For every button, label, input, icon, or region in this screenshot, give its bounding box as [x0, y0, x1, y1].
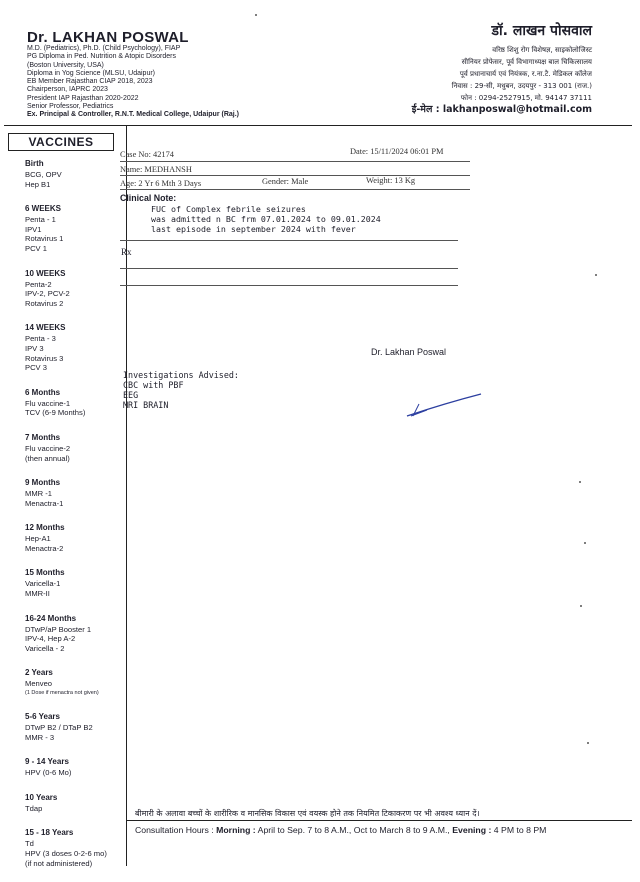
vaccine-item: MMR-II — [25, 589, 50, 599]
vaccine-group — [25, 613, 125, 654]
email-line: ई-मेल : lakhanposwal@hotmail.com — [411, 104, 592, 115]
investigations-block — [123, 370, 239, 410]
vaccine-item: Tdap — [25, 803, 43, 813]
credential-line: President IAP Rajasthan 2020-2022 — [27, 94, 139, 102]
vaccine-age: 15 - 18 Years — [25, 828, 74, 838]
vaccine-age: 5-6 Years — [25, 712, 60, 722]
investigation-item: CBC with PBF — [123, 380, 184, 390]
vaccine-group — [25, 522, 125, 553]
doctor-name-english: Dr. LAKHAN POSWAL — [27, 29, 189, 46]
credential-line: PG Diploma in Ped. Nutrition & Atopic Disorders — [27, 53, 177, 61]
vaccine-group — [25, 667, 125, 697]
vaccine-item: Td — [25, 839, 34, 849]
patient-weight: Weight: 13 Kg — [366, 176, 416, 185]
vaccine-item: (if not administered) — [25, 858, 93, 868]
speck — [595, 274, 597, 276]
vaccine-item: Varicella - 2 — [25, 643, 65, 653]
vaccine-group — [25, 567, 125, 598]
hindi-line: पूर्व प्रधानाचार्य एवं नियंत्रक, र.ना.टै. मेडिकल कॉलेज — [459, 70, 592, 78]
vaccine-item: IPV-4, Hep A-2 — [25, 634, 76, 644]
credential-line: Diploma in Yog Science (MLSU, Udaipur) — [27, 69, 156, 77]
vaccine-note: (1 Dose if menactra not given) — [25, 690, 99, 697]
vaccine-age: Birth — [25, 159, 44, 168]
evening-text: 4 PM to 8 PM — [493, 825, 547, 835]
patient-age: Age: 2 Yr 6 Mth 3 Days — [120, 179, 202, 188]
field-underline — [120, 161, 470, 162]
vaccine-age: 16-24 Months — [25, 613, 77, 623]
sidebar-divider — [126, 126, 127, 866]
doctor-sign-name: Dr. Lakhan Poswal — [371, 347, 447, 357]
vaccine-group — [25, 203, 125, 253]
morning-label: Morning : — [216, 825, 256, 835]
vaccine-item: Hep B1 — [25, 179, 51, 189]
vaccine-group — [25, 792, 125, 814]
vaccine-group — [25, 827, 125, 868]
clinical-note-title: Clinical Note: — [120, 193, 177, 203]
vaccine-item: TCV (6-9 Months) — [25, 408, 86, 418]
vaccine-item: Menactra-1 — [25, 498, 64, 508]
credential-last-line: Ex. Principal & Controller, R.N.T. Medical College, Udaipur (Raj.) — [27, 111, 239, 119]
vaccine-item: Penta - 1 — [25, 215, 56, 225]
field-underline — [120, 268, 458, 269]
credential-line: EB Member Rajasthan CIAP 2018, 2023 — [27, 78, 153, 86]
vaccine-item: Menactra-2 — [25, 543, 64, 553]
vaccine-group — [25, 387, 125, 418]
doctor-name-hindi: डॉ. लाखन पोसवाल — [491, 23, 592, 39]
vaccine-item: (then annual) — [25, 453, 70, 463]
vaccine-item: IPV-2, PCV-2 — [25, 289, 70, 299]
vaccine-item: PCV 3 — [25, 363, 47, 373]
vaccine-item: IPV 3 — [25, 343, 44, 353]
vaccine-age: 6 WEEKS — [25, 204, 62, 214]
field-underline — [120, 285, 458, 286]
vaccine-age: 10 Years — [25, 792, 58, 802]
vaccine-item: PCV 1 — [25, 243, 47, 253]
vaccine-age: 12 Months — [25, 523, 65, 533]
clinical-note-line: FUC of Complex febrile seizures — [151, 204, 306, 214]
vaccine-group — [25, 432, 125, 463]
vaccine-item: DTwP B2 / DTaP B2 — [25, 723, 93, 733]
vaccine-item: Rotavirus 3 — [25, 353, 64, 363]
vaccine-age: 7 Months — [25, 432, 61, 442]
vaccine-item: Penta - 3 — [25, 334, 56, 344]
vaccine-item: Rotavirus 1 — [25, 234, 64, 244]
doctor-details-hindi — [412, 44, 592, 116]
vaccine-item: Flu vaccine-2 — [25, 443, 71, 453]
vaccine-group — [25, 477, 125, 508]
vaccine-age: 15 Months — [25, 568, 65, 578]
footer-slogan: बीमारी के अलावा बच्चों के शारीरिक व मानसिक विकास एवं वयस्क होने तक नियमित टिकाकरण पर भी अवश्य ध्यान दें। — [135, 809, 480, 818]
hindi-line: सीनियर प्रोफेसर, पूर्व विभागाध्यक्ष बाल चिकित्सालय — [461, 58, 592, 66]
vaccine-age: 9 Months — [25, 478, 61, 488]
speck — [584, 542, 586, 544]
doctor-credentials — [27, 45, 239, 120]
investigation-item: EEG — [123, 390, 139, 400]
vaccine-age: 6 Months — [25, 387, 61, 397]
vaccine-group — [25, 322, 125, 372]
vaccine-item: Flu vaccine-1 — [25, 398, 71, 408]
vaccine-age: 9 - 14 Years — [25, 757, 69, 767]
vaccine-age: 10 WEEKS — [25, 268, 66, 278]
credential-line: (Boston University, USA) — [27, 61, 104, 69]
clinical-note-line: was admitted n BC frm 07.01.2024 to 09.01.2024 — [151, 214, 381, 224]
vaccine-item: Menveo — [25, 679, 53, 689]
hindi-line: वरिष्ठ शिशु रोग विशेषज्ञ, साइकोलोजिस्ट — [492, 46, 592, 54]
clinical-note-line: last episode in september 2024 with fever — [151, 224, 356, 234]
vaccine-group — [25, 158, 125, 189]
investigations-title: Investigations Advised: — [123, 370, 239, 380]
vaccines-title: VACCINES — [8, 133, 114, 151]
vaccine-item: Varicella-1 — [25, 579, 61, 589]
visit-date: Date: 15/11/2024 06:01 PM — [350, 147, 444, 156]
speck — [255, 14, 257, 16]
field-underline — [120, 240, 458, 241]
vaccine-age: 2 Years — [25, 668, 53, 678]
field-underline — [120, 175, 470, 176]
investigation-item: MRI BRAIN — [123, 400, 169, 410]
vaccine-item: HPV (0-6 Mo) — [25, 768, 72, 778]
speck — [579, 481, 581, 483]
speck — [587, 742, 589, 744]
credential-line: M.D. (Pediatrics), Ph.D. (Child Psychology), FIAP — [27, 45, 181, 52]
credential-line: Senior Professor, Pediatrics — [27, 103, 114, 111]
vaccine-item: HPV (3 doses 0-2-6 mo) — [25, 849, 107, 858]
vaccine-item: Hep-A1 — [25, 534, 51, 544]
field-underline — [120, 189, 470, 190]
patient-gender: Gender: Male — [262, 177, 309, 186]
morning-text: April to Sep. 7 to 8 A.M., Oct to March 8 to 9 A.M., — [257, 825, 450, 835]
rx-symbol: Rx — [121, 247, 132, 257]
vaccine-group — [25, 756, 125, 778]
credential-line: Chairperson, IAPRC 2023 — [27, 86, 108, 94]
clinical-note-text — [151, 204, 381, 234]
vaccine-group — [25, 268, 125, 309]
vaccine-item: Penta-2 — [25, 279, 52, 289]
hindi-line: फोन : 0294-2527915, मो. 94147 37111 — [460, 94, 592, 102]
patient-name: Name: MEDHANSH — [120, 165, 192, 174]
hours-prefix: Consultation Hours : — [135, 825, 214, 835]
vaccine-item: IPV1 — [25, 224, 42, 234]
case-number: Case No: 42174 — [120, 150, 174, 159]
evening-label: Evening : — [452, 825, 492, 835]
vaccine-item: Rotavirus 2 — [25, 298, 64, 308]
vaccine-item: DTwP/aP Booster 1 — [25, 624, 92, 634]
vaccine-item: BCG, OPV — [25, 170, 62, 179]
vaccine-item: MMR -1 — [25, 489, 52, 499]
header-divider — [4, 125, 632, 126]
vaccine-schedule — [25, 158, 125, 882]
footer-divider — [127, 820, 632, 821]
speck — [580, 605, 582, 607]
hindi-line: निवास : 29-सी, मधुबन, उदयपुर - 313 001 (राज.) — [451, 82, 592, 90]
consultation-hours — [135, 825, 546, 835]
vaccine-item: MMR - 3 — [25, 732, 55, 742]
vaccine-group — [25, 711, 125, 742]
signature-mark — [405, 392, 485, 422]
vaccine-age: 14 WEEKS — [25, 323, 66, 333]
